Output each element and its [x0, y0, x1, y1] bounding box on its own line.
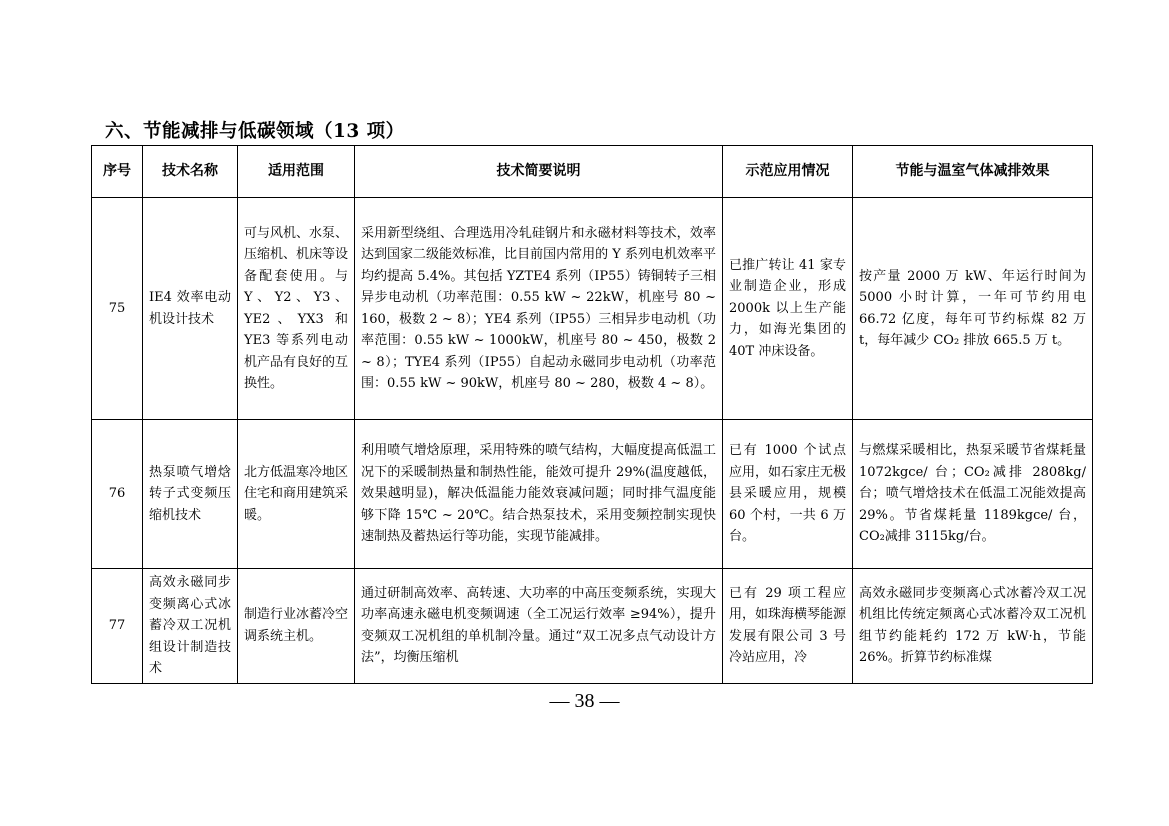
row-effect: 与燃煤采暖相比，热泵采暖节省煤耗量 1072kgce/ 台；CO₂减排 2808kg/台；喷气增焓技术在低温工况能效提高 29%。节省煤耗量 1189kgce/ 台，CO₂减排 3115kg/台。 [853, 420, 1093, 569]
row-scope: 北方低温寒冷地区住宅和商用建筑采暖。 [238, 420, 355, 569]
row-scope: 制造行业冰蓄冷空调系统主机。 [238, 569, 355, 684]
row-serial-number: 76 [92, 420, 143, 569]
row-scope: 可与风机、水泵、压缩机、机床等设备配套使用。与 Y、Y2、Y3、YE2、YX3 和 YE3 等系列电动机产品有良好的互换性。 [238, 198, 355, 420]
section-title: 六、节能减排与低碳领域（13 项） [105, 121, 405, 142]
row-application: 已有 29 项工程应用，如珠海横琴能源发展有限公司 3 号冷站应用，冷 [723, 569, 853, 684]
header-application: 示范应用情况 [723, 146, 853, 198]
table-row [92, 420, 1093, 569]
page-number: — 38 — [549, 690, 620, 712]
header-technology-name: 技术名称 [143, 146, 238, 198]
row-description: 利用喷气增焓原理，采用特殊的喷气结构，大幅度提高低温工况下的采暖制热量和制热性能，能效可提升 29%(温度越低，效果越明显)，解决低温能力能效衰减问题；同时排气温度能够下降 15℃ ~ 20℃。结合热泵技术，采用变频控制实现快速制热及蓄热运行等功能，实现节能减排。 [355, 420, 723, 569]
row-technology-name: 热泵喷气增焓转子式变频压缩机技术 [143, 420, 238, 569]
row-technology-name: 高效永磁同步变频离心式冰蓄冷双工况机组设计制造技术 [143, 569, 238, 684]
row-effect: 高效永磁同步变频离心式冰蓄冷双工况机组比传统定频离心式冰蓄冷双工况机组节约能耗约 172 万 kW·h，节能 26%。折算节约标准煤 [853, 569, 1093, 684]
header-serial-number: 序号 [92, 146, 143, 198]
table-row [92, 569, 1093, 684]
table-header-row [92, 146, 1093, 198]
row-effect: 按产量 2000 万 kW、年运行时间为 5000 小时计算，一年可节约用电 66.72 亿度，每年可节约标煤 82 万 t，每年减少 CO₂ 排放 665.5 万 t。 [853, 198, 1093, 420]
technology-table [91, 145, 1093, 684]
row-description: 通过研制高效率、高转速、大功率的中高压变频系统，实现大功率高速永磁电机变频调速（全工况运行效率 ≥94%），提升变频双工况机组的单机制冷量。通过“双工况多点气动设计方法”，均衡压缩机 [355, 569, 723, 684]
row-description: 采用新型绕组、合理选用冷轧硅钢片和永磁材料等技术，效率达到国家二级能效标准，比目前国内常用的 Y 系列电机效率平均约提高 5.4%。其包括 YZTE4 系列（IP55）铸铜转子三相异步电动机（功率范围：0.55 kW ~ 22kW，机座号 80 ~ 160，极数 2 ~ 8）；YE4 系列（IP55）三相异步电动机（功率范围：0.55 kW ~ 1000kW，机座号 80 ~ 450，极数 2 ~ 8）；TYE4 系列（IP55）自起动永磁同步电动机（功率范围：0.55 kW ~ 90kW，机座号 80 ~ 280，极数 4 ~ 8）。 [355, 198, 723, 420]
header-effect: 节能与温室气体减排效果 [853, 146, 1093, 198]
row-serial-number: 77 [92, 569, 143, 684]
header-scope: 适用范围 [238, 146, 355, 198]
table-row [92, 198, 1093, 420]
row-application: 已有 1000 个试点应用，如石家庄无极县采暖应用，规模 60 个村，一共 6 万台。 [723, 420, 853, 569]
row-serial-number: 75 [92, 198, 143, 420]
row-application: 已推广转让 41 家专业制造企业，形成 2000k 以上生产能力，如海光集团的 40T 冲床设备。 [723, 198, 853, 420]
row-technology-name: IE4 效率电动机设计技术 [143, 198, 238, 420]
header-description: 技术简要说明 [355, 146, 723, 198]
